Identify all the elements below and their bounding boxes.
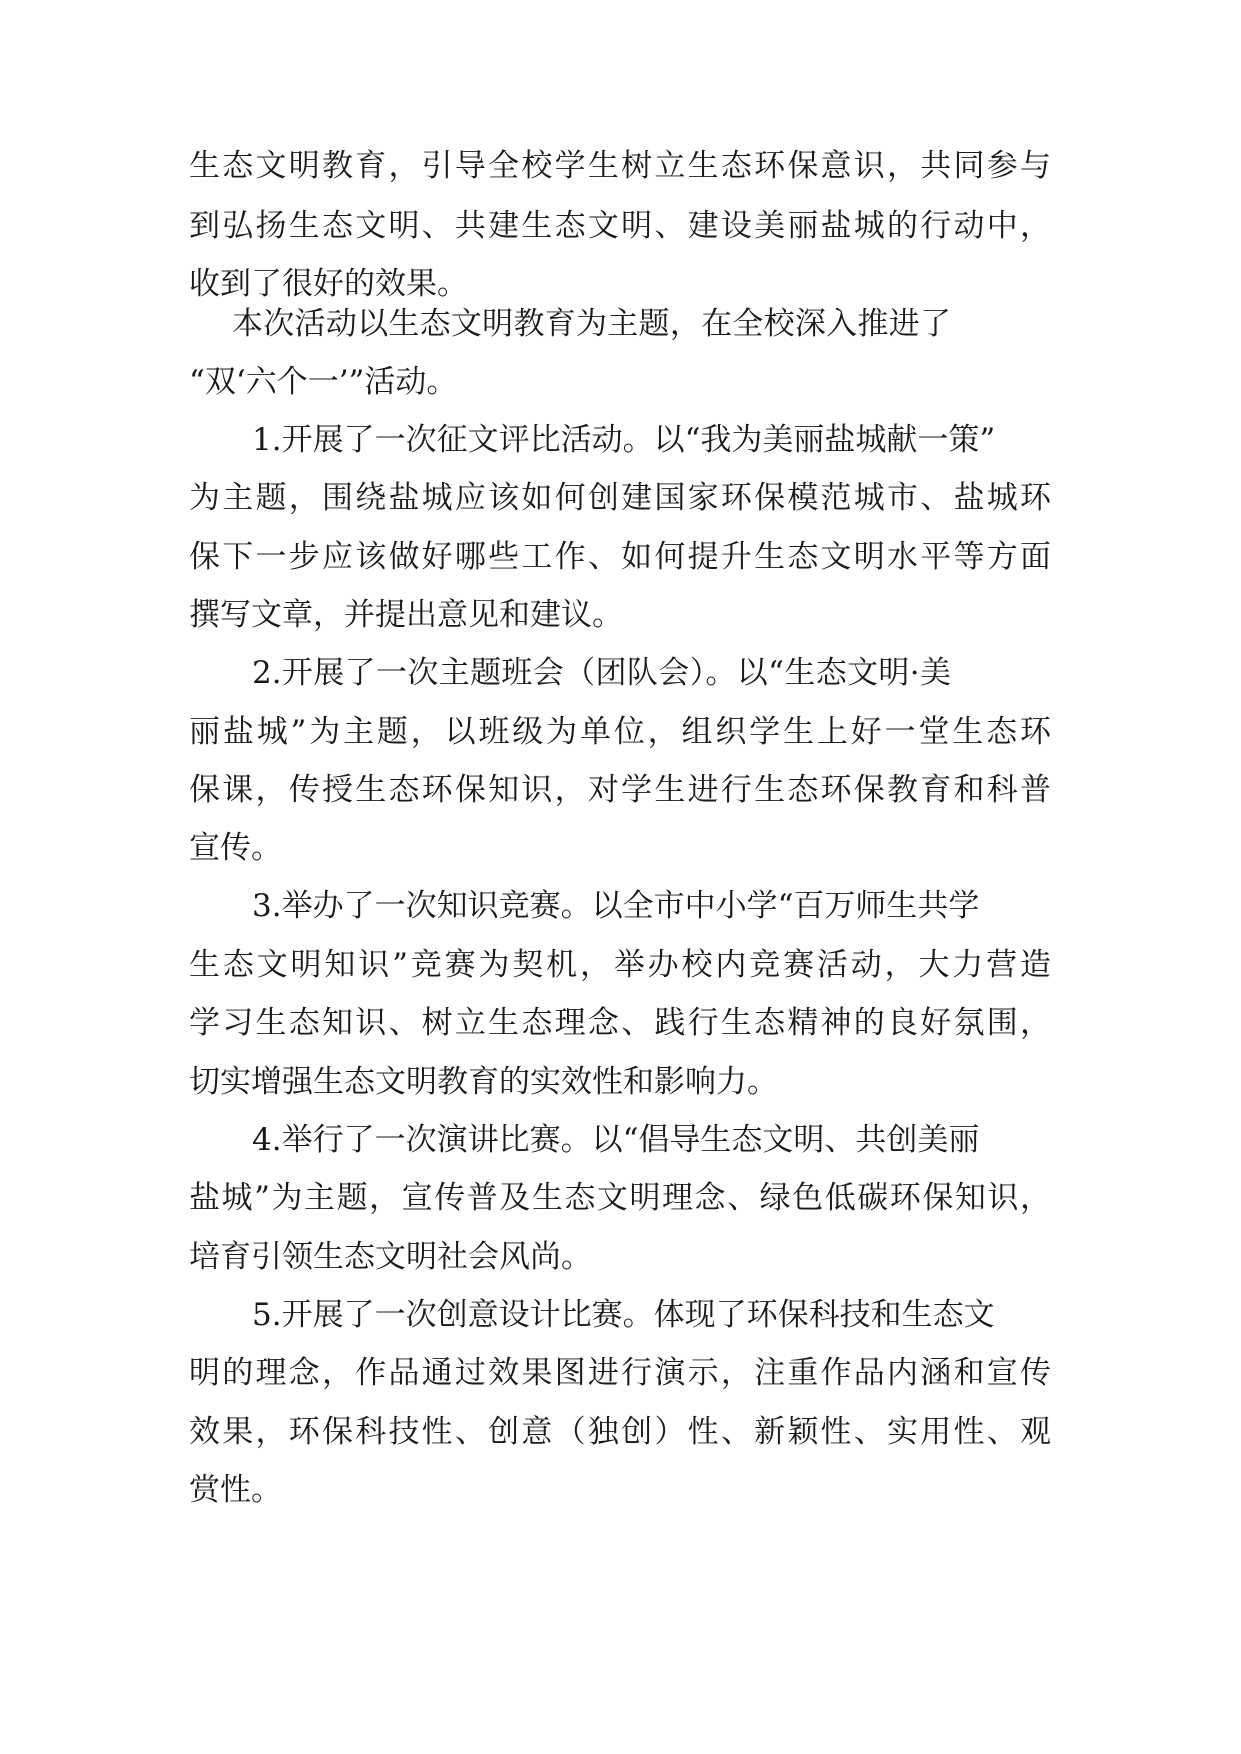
list-item-line: 5.开展了一次创意设计比赛。体现了环保科技和生态文 [252, 1297, 995, 1333]
paragraph-line: 生态文明教育，引导全校学生树立生态环保意识，共同参与 [189, 148, 1051, 184]
list-item-line: 撰写文章，并提出意见和建议。 [189, 597, 623, 633]
list-item-line: 保课，传授生态环保知识，对学生进行生态环保教育和科普 [189, 772, 1051, 808]
list-item-line: 3.举办了一次知识竞赛。以全市中小学“百万师生共学 [252, 888, 980, 924]
list-item-line: 赏性。 [189, 1472, 282, 1508]
list-item-line: 2.开展了一次主题班会（团队会）。以“生态文明·美 [252, 655, 951, 691]
list-item-line: 盐城”为主题，宣传普及生态文明理念、绿色低碳环保知识， [189, 1180, 1051, 1216]
paragraph-line: 本次活动以生态文明教育为主题，在全校深入推进了 [232, 306, 951, 342]
list-item-line: 明的理念，作品通过效果图进行演示，注重作品内涵和宣传 [189, 1355, 1051, 1391]
list-item-line: 1.开展了一次征文评比活动。以“我为美丽盐城献一策” [252, 422, 996, 458]
list-item-line: 4.举行了一次演讲比赛。以“倡导生态文明、共创美丽 [252, 1122, 980, 1158]
list-item-line: 丽盐城”为主题，以班级为单位，组织学生上好一堂生态环 [189, 714, 1051, 750]
list-item-line: 培育引领生态文明社会风尚。 [189, 1239, 592, 1275]
paragraph-line: 收到了很好的效果。 [189, 266, 468, 302]
paragraph-line: 到弘扬生态文明、共建生态文明、建设美丽盐城的行动中， [189, 208, 1051, 244]
paragraph-line: “双‘六个一’”活动。 [189, 364, 458, 400]
list-item-line: 切实增强生态文明教育的实效性和影响力。 [189, 1064, 778, 1100]
list-item-line: 宣传。 [189, 830, 282, 866]
list-item-line: 效果，环保科技性、创意（独创）性、新颖性、实用性、观 [189, 1414, 1051, 1450]
list-item-line: 为主题，围绕盐城应该如何创建国家环保模范城市、盐城环 [189, 480, 1051, 516]
list-item-line: 学习生态知识、树立生态理念、践行生态精神的良好氛围， [189, 1005, 1051, 1041]
list-item-line: 保下一步应该做好哪些工作、如何提升生态文明水平等方面 [189, 539, 1051, 575]
list-item-line: 生态文明知识”竞赛为契机，举办校内竞赛活动，大力营造 [189, 947, 1051, 983]
